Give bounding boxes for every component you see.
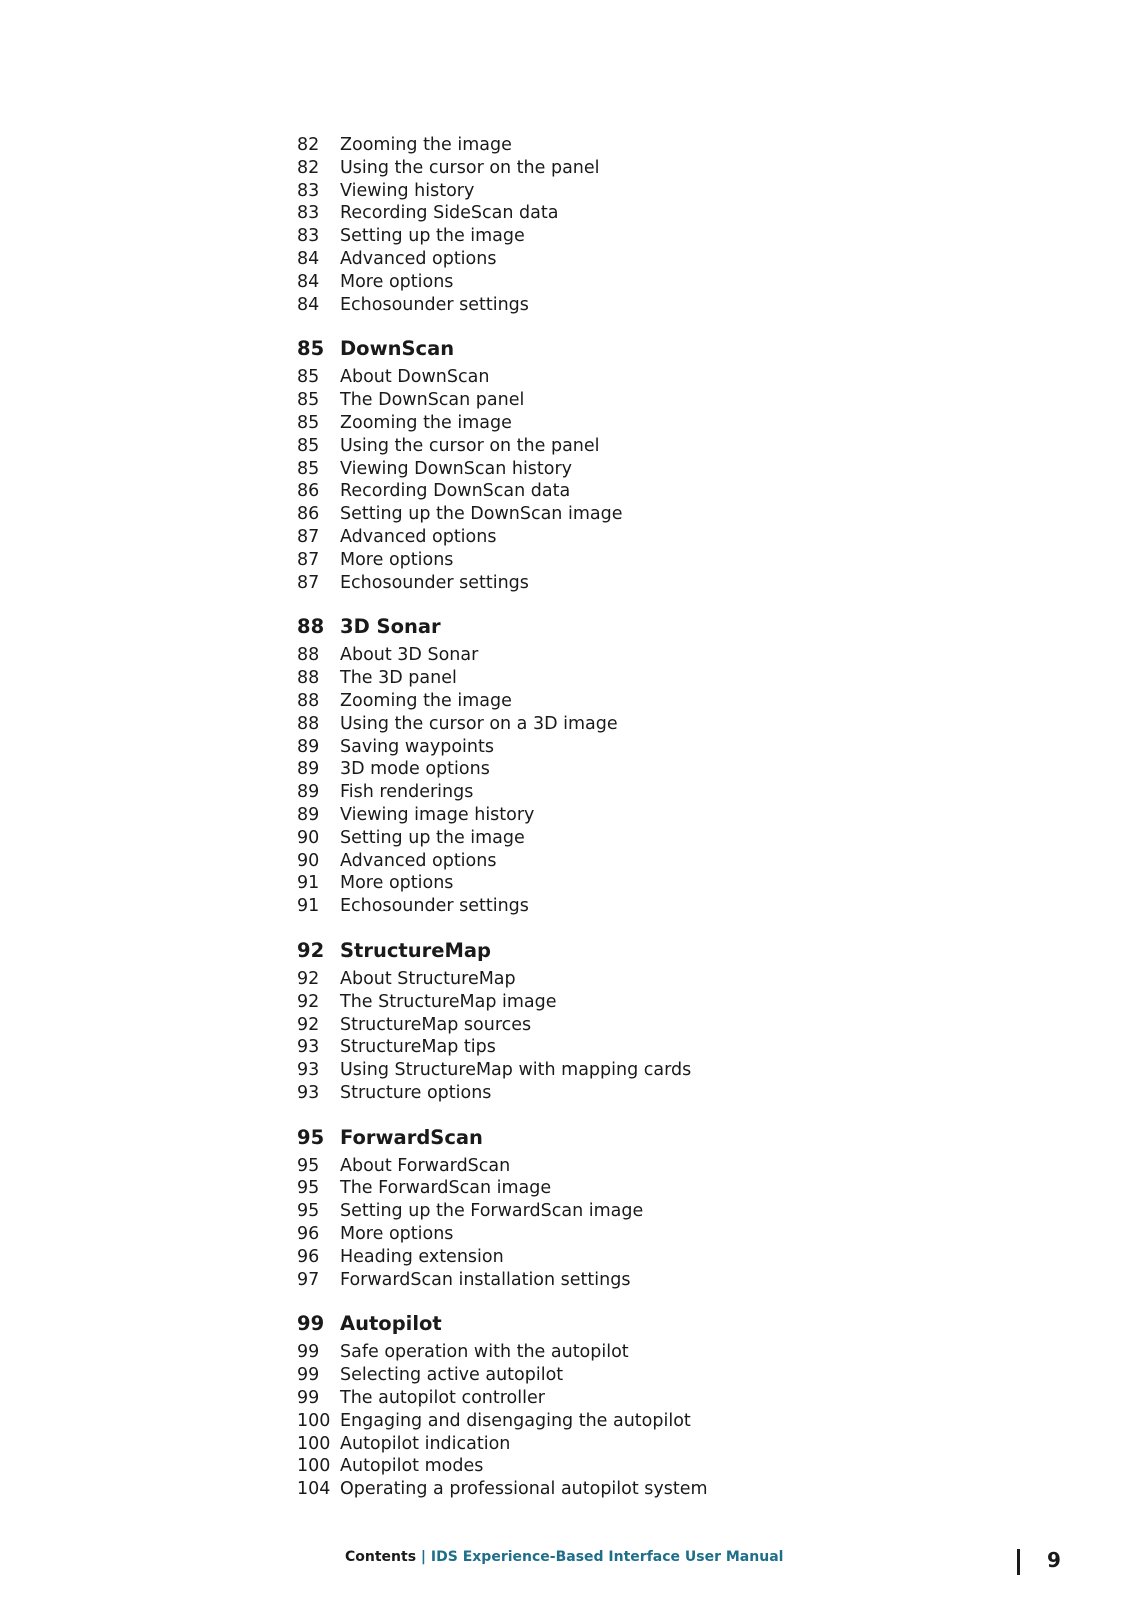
toc-entry[interactable]: [297, 1478, 797, 1501]
toc-entry[interactable]: [297, 271, 797, 294]
entry-page-number: 99: [297, 1388, 320, 1409]
entry-title: Echosounder settings: [340, 896, 529, 917]
entry-title: The autopilot controller: [340, 1388, 545, 1409]
chapter-title: DownScan: [340, 337, 455, 361]
toc-entry[interactable]: [297, 157, 797, 180]
entry-title: Selecting active autopilot: [340, 1365, 564, 1386]
toc-chapter-heading[interactable]: [297, 612, 797, 642]
toc-entry[interactable]: [297, 736, 797, 759]
footer-document-title: IDS Experience-Based Interface User Manual: [430, 1549, 784, 1565]
toc-entry[interactable]: [297, 1082, 797, 1105]
toc-entry[interactable]: [297, 1059, 797, 1082]
entry-title: Advanced options: [340, 526, 497, 547]
chapter-page-number: 85: [297, 337, 325, 361]
entry-page-number: 84: [297, 294, 320, 315]
entry-title: The StructureMap image: [340, 991, 557, 1012]
entry-page-number: 82: [297, 157, 320, 178]
toc-chapter-heading[interactable]: [297, 1309, 797, 1339]
toc-entry[interactable]: [297, 389, 797, 412]
entry-title: Viewing image history: [340, 804, 535, 825]
entry-title: StructureMap tips: [340, 1037, 496, 1058]
entry-page-number: 84: [297, 248, 320, 269]
entry-title: Heading extension: [340, 1246, 504, 1267]
toc-section: [297, 134, 797, 316]
toc-entry[interactable]: [297, 1364, 797, 1387]
entry-title: Safe operation with the autopilot: [340, 1342, 629, 1363]
entry-page-number: 83: [297, 226, 320, 247]
entry-page-number: 85: [297, 390, 320, 411]
entry-title: Viewing history: [340, 180, 475, 201]
chapter-page-number: 92: [297, 938, 325, 962]
entry-page-number: 89: [297, 804, 320, 825]
page-number-divider: [1017, 1549, 1020, 1575]
entry-title: About ForwardScan: [340, 1155, 511, 1176]
toc-entry[interactable]: [297, 1410, 797, 1433]
entry-title: The ForwardScan image: [340, 1178, 552, 1199]
entry-page-number: 83: [297, 180, 320, 201]
entry-page-number: 92: [297, 1014, 320, 1035]
toc-entry[interactable]: [297, 225, 797, 248]
entry-title: Fish renderings: [340, 782, 474, 803]
toc-entry[interactable]: [297, 1200, 797, 1223]
entry-page-number: 90: [297, 850, 320, 871]
toc-entry[interactable]: [297, 713, 797, 736]
toc-entry[interactable]: [297, 1341, 797, 1364]
entry-page-number: 104: [297, 1479, 331, 1500]
toc-chapter-heading[interactable]: [297, 936, 797, 966]
page-footer: [345, 1549, 783, 1565]
entry-title: More options: [340, 1224, 454, 1245]
toc-entry[interactable]: [297, 549, 797, 572]
entry-title: Echosounder settings: [340, 294, 529, 315]
toc-entry[interactable]: [297, 991, 797, 1014]
toc-entry[interactable]: [297, 895, 797, 918]
entry-page-number: 100: [297, 1433, 331, 1454]
toc-entry[interactable]: [297, 827, 797, 850]
toc-entry[interactable]: [297, 1155, 797, 1178]
toc-entry[interactable]: [297, 667, 797, 690]
toc-entry[interactable]: [297, 968, 797, 991]
toc-entry[interactable]: [297, 366, 797, 389]
entry-title: Structure options: [340, 1082, 492, 1103]
toc-chapter-heading[interactable]: [297, 1123, 797, 1153]
toc-section: [297, 936, 797, 1105]
entry-page-number: 87: [297, 526, 320, 547]
entry-page-number: 86: [297, 481, 320, 502]
entry-page-number: 91: [297, 896, 320, 917]
toc-entry[interactable]: [297, 480, 797, 503]
entry-title: Zooming the image: [340, 412, 512, 433]
toc-entry[interactable]: [297, 1433, 797, 1456]
toc-section: [297, 1123, 797, 1292]
entry-page-number: 95: [297, 1178, 320, 1199]
entry-page-number: 88: [297, 668, 320, 689]
footer-separator: |: [420, 1549, 427, 1565]
entry-page-number: 95: [297, 1155, 320, 1176]
entry-title: About StructureMap: [340, 968, 516, 989]
entry-page-number: 87: [297, 572, 320, 593]
entry-page-number: 97: [297, 1269, 320, 1290]
toc-entry[interactable]: [297, 872, 797, 895]
toc-entry[interactable]: [297, 1246, 797, 1269]
entry-title: Using the cursor on the panel: [340, 435, 600, 456]
entry-page-number: 93: [297, 1060, 320, 1081]
table-of-contents: [297, 134, 797, 1501]
toc-entry[interactable]: [297, 248, 797, 271]
entry-page-number: 100: [297, 1456, 331, 1477]
chapter-page-number: 99: [297, 1312, 325, 1336]
toc-entry[interactable]: [297, 180, 797, 203]
entry-title: Recording DownScan data: [340, 481, 571, 502]
toc-entry[interactable]: [297, 412, 797, 435]
toc-entry[interactable]: [297, 1177, 797, 1200]
entry-page-number: 85: [297, 367, 320, 388]
entry-title: Setting up the image: [340, 827, 525, 848]
toc-entry[interactable]: [297, 294, 797, 317]
entry-page-number: 99: [297, 1342, 320, 1363]
toc-entry[interactable]: [297, 644, 797, 667]
chapter-page-number: 88: [297, 615, 325, 639]
chapter-title: StructureMap: [340, 938, 491, 962]
toc-entry[interactable]: [297, 690, 797, 713]
toc-entry[interactable]: [297, 1036, 797, 1059]
entry-title: Setting up the image: [340, 226, 525, 247]
entry-page-number: 93: [297, 1082, 320, 1103]
chapter-title: Autopilot: [340, 1312, 442, 1336]
entry-title: 3D mode options: [340, 759, 490, 780]
entry-page-number: 88: [297, 645, 320, 666]
toc-section: [297, 334, 797, 594]
entry-page-number: 95: [297, 1201, 320, 1222]
chapter-page-number: 95: [297, 1125, 325, 1149]
entry-page-number: 96: [297, 1246, 320, 1267]
entry-title: Using the cursor on a 3D image: [340, 713, 618, 734]
entry-title: Advanced options: [340, 248, 497, 269]
entry-title: More options: [340, 271, 454, 292]
entry-title: Using the cursor on the panel: [340, 157, 600, 178]
entry-page-number: 89: [297, 782, 320, 803]
entry-title: Saving waypoints: [340, 736, 494, 757]
toc-entry[interactable]: [297, 804, 797, 827]
entry-title: The DownScan panel: [340, 390, 525, 411]
entry-title: Operating a professional autopilot system: [340, 1479, 708, 1500]
entry-page-number: 85: [297, 458, 320, 479]
entry-page-number: 92: [297, 968, 320, 989]
entry-page-number: 83: [297, 203, 320, 224]
entry-page-number: 82: [297, 135, 320, 155]
entry-title: Echosounder settings: [340, 572, 529, 593]
entry-title: Autopilot modes: [340, 1456, 484, 1477]
entry-page-number: 85: [297, 412, 320, 433]
entry-page-number: 88: [297, 713, 320, 734]
toc-entry[interactable]: [297, 202, 797, 225]
toc-section: [297, 612, 797, 918]
toc-entry[interactable]: [297, 435, 797, 458]
entry-page-number: 92: [297, 991, 320, 1012]
toc-entry[interactable]: [297, 1455, 797, 1478]
toc-entry[interactable]: [297, 1269, 797, 1292]
entry-page-number: 100: [297, 1410, 331, 1431]
page-number: 9: [1047, 1548, 1061, 1572]
toc-entry[interactable]: [297, 781, 797, 804]
toc-entry[interactable]: [297, 526, 797, 549]
entry-title: About 3D Sonar: [340, 645, 479, 666]
chapter-title: 3D Sonar: [340, 615, 441, 639]
entry-page-number: 86: [297, 504, 320, 525]
entry-page-number: 88: [297, 690, 320, 711]
entry-title: Advanced options: [340, 850, 497, 871]
toc-entry[interactable]: [297, 572, 797, 595]
entry-title: StructureMap sources: [340, 1014, 532, 1035]
entry-page-number: 87: [297, 549, 320, 570]
toc-entry[interactable]: [297, 503, 797, 526]
entry-title: ForwardScan installation settings: [340, 1269, 631, 1290]
entry-page-number: 96: [297, 1224, 320, 1245]
toc-entry[interactable]: [297, 1014, 797, 1037]
entry-title: More options: [340, 549, 454, 570]
entry-title: Zooming the image: [340, 135, 512, 155]
chapter-title: ForwardScan: [340, 1125, 483, 1149]
entry-page-number: 89: [297, 759, 320, 780]
toc-entry[interactable]: [297, 850, 797, 873]
toc-entry[interactable]: [297, 1223, 797, 1246]
entry-page-number: 84: [297, 271, 320, 292]
entry-page-number: 85: [297, 435, 320, 456]
entry-title: Zooming the image: [340, 690, 512, 711]
entry-page-number: 99: [297, 1365, 320, 1386]
entry-title: The 3D panel: [340, 668, 457, 689]
footer-section-label: Contents: [345, 1549, 417, 1565]
entry-page-number: 91: [297, 873, 320, 894]
entry-title: Autopilot indication: [340, 1433, 511, 1454]
entry-title: Recording SideScan data: [340, 203, 559, 224]
entry-title: Engaging and disengaging the autopilot: [340, 1410, 691, 1431]
entry-title: More options: [340, 873, 454, 894]
entry-page-number: 90: [297, 827, 320, 848]
toc-chapter-heading[interactable]: [297, 334, 797, 364]
entry-title: Using StructureMap with mapping cards: [340, 1060, 692, 1081]
entry-title: Viewing DownScan history: [340, 458, 573, 479]
toc-entry[interactable]: [297, 458, 797, 481]
entry-title: Setting up the DownScan image: [340, 504, 623, 525]
toc-section: [297, 1309, 797, 1501]
toc-entry[interactable]: [297, 134, 797, 157]
entry-title: About DownScan: [340, 367, 490, 388]
entry-page-number: 93: [297, 1037, 320, 1058]
entry-title: Setting up the ForwardScan image: [340, 1201, 644, 1222]
toc-entry[interactable]: [297, 1387, 797, 1410]
entry-page-number: 89: [297, 736, 320, 757]
toc-entry[interactable]: [297, 758, 797, 781]
